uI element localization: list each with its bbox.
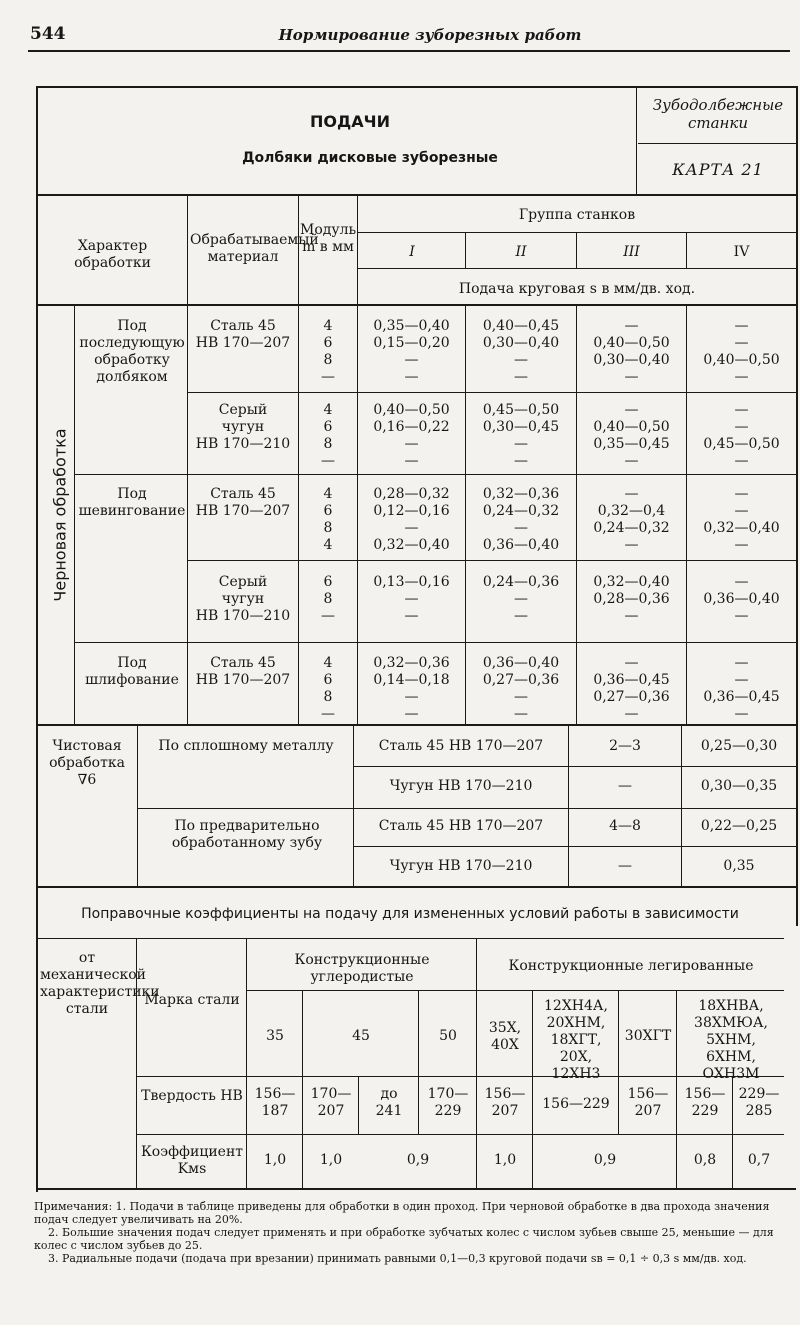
finish-label: Чистовая обработка ∇6 <box>49 738 125 788</box>
coef-title: Поправочные коэффициенты на подачу для измененных условий работы в зависимости <box>81 906 739 922</box>
card-subtitle: Долбяки дисковые зуборезные <box>242 150 498 166</box>
finish-material: Чугун HB 170—210 <box>389 858 533 874</box>
feed-cell: 0,28—0,32 0,12—0,16 — 0,32—0,40 <box>373 486 450 553</box>
header-rule <box>28 50 790 52</box>
rough-module: 4 6 8 — <box>321 318 335 385</box>
finish-module: — <box>618 858 632 874</box>
grade-cell: 35 <box>266 1028 284 1044</box>
feed-cell: 0,32—0,40 0,28—0,36 — <box>593 574 670 624</box>
finish-module: — <box>618 778 632 794</box>
rough-module: 6 8 — <box>321 574 335 624</box>
card-number: КАРТА 21 <box>672 160 764 179</box>
rough-label: Черновая обработка <box>50 428 70 602</box>
coef-k-label: Коэффициент Kмs <box>140 1144 244 1177</box>
k-cell: 1,0 <box>319 1152 343 1168</box>
feed-cell: 0,32—0,36 0,24—0,32 — 0,36—0,40 <box>482 486 560 553</box>
running-head: Нормирование зуборезных работ <box>278 26 582 44</box>
note-2: 2. Большие значения подач следует применять и при обработке зубчатых колес с числом зубьев свыше 25, меньшие — для колес с числом зубьев до 25. <box>34 1226 774 1252</box>
hardness-cell: до 241 <box>375 1086 403 1119</box>
grade-cell: 35Х, 40Х <box>488 1020 522 1053</box>
k-cell: 0,9 <box>406 1152 430 1168</box>
finish-sub-pre-cut: По предварительно обработанному зубу <box>171 818 323 851</box>
machines-label: Зубодолбежные станки <box>652 96 784 132</box>
feed-cell: — — 0,40—0,50 — <box>703 318 780 385</box>
finish-material: Сталь 45 HB 170—207 <box>378 818 544 834</box>
feed-cell: — 0,36—0,45 0,27—0,36 — <box>593 655 670 722</box>
feed-cell: 0,32—0,36 0,14—0,18 — — <box>373 655 450 722</box>
finish-feed: 0,22—0,25 <box>700 818 778 834</box>
feed-cell: — 0,36—0,40 — <box>703 574 780 624</box>
rough-material: Серый чугун HB 170—210 <box>195 574 291 624</box>
feed-cell: 0,36—0,40 0,27—0,36 — — <box>482 655 560 722</box>
coef-side-label: от механической характеристики стали <box>40 950 160 1017</box>
hardness-cell: 156— 207 <box>627 1086 669 1119</box>
finish-sub-solid: По сплошному металлу <box>158 738 334 754</box>
hardness-cell: 156— 207 <box>484 1086 526 1119</box>
group-iii: III <box>623 244 640 260</box>
feed-cell: — 0,32—0,4 0,24—0,32 — <box>593 486 670 553</box>
note-3: 3. Радиальные подачи (подача при врезании) принимать равными 0,1—0,3 круговой подачи sв = 0,1 ÷ 0,3 s мм/дв. ход. <box>48 1252 747 1265</box>
feed-cell: 0,13—0,16 — — <box>373 574 450 624</box>
feed-cell: 0,40—0,50 0,16—0,22 — — <box>373 402 450 469</box>
rough-sub-shaving: Под шевингование <box>78 486 186 519</box>
finish-feed: 0,35 <box>723 858 755 874</box>
header-group: Группа станков <box>518 207 636 223</box>
feed-cell: — — 0,36—0,45 — <box>703 655 780 722</box>
feed-cell: — — 0,32—0,40 — <box>703 486 780 553</box>
rough-sub-grinding: Под шлифование <box>85 655 179 688</box>
grade-cell: 30ХГТ <box>624 1028 672 1044</box>
k-cell: 0,8 <box>693 1152 717 1168</box>
k-cell: 0,9 <box>593 1152 617 1168</box>
finish-module: 2—3 <box>609 738 641 754</box>
grade-cell: 18ХНВА, 38ХМЮА, 5ХНМ, 6ХНМ, ОХН3М <box>694 998 768 1082</box>
hardness-cell: 156— 229 <box>684 1086 726 1119</box>
grade-cell: 45 <box>352 1028 370 1044</box>
coef-alloy: Конструкционные легированные <box>508 958 754 974</box>
finish-module: 4—8 <box>609 818 641 834</box>
header-feed: Подача круговая s в мм/дв. ход. <box>458 281 696 297</box>
feed-cell: — 0,40—0,50 0,35—0,45 — <box>593 402 670 469</box>
card-title: ПОДАЧИ <box>310 112 390 131</box>
hardness-cell: 170— 207 <box>310 1086 352 1119</box>
header-module: Модуль m в мм <box>300 222 357 255</box>
feed-cell: 0,24—0,36 — — <box>482 574 560 624</box>
feed-cell: 0,35—0,40 0,15—0,20 — — <box>373 318 450 385</box>
k-cell: 0,7 <box>747 1152 771 1168</box>
feed-cell: — 0,40—0,50 0,30—0,40 — <box>593 318 670 385</box>
page-number: 544 <box>30 24 66 44</box>
header-material: Обрабатываемый материал <box>190 232 319 265</box>
rough-module: 4 6 8 4 <box>323 486 333 553</box>
header-character: Характер обработки <box>74 238 151 271</box>
hardness-cell: 156— 187 <box>254 1086 296 1119</box>
hardness-cell: 229— 285 <box>738 1086 780 1119</box>
hardness-cell: 156—229 <box>542 1096 610 1112</box>
grade-cell: 50 <box>439 1028 457 1044</box>
hardness-cell: 170— 229 <box>427 1086 469 1119</box>
rough-material: Сталь 45 HB 170—207 <box>195 486 291 519</box>
rough-module: 4 6 8 — <box>321 402 335 469</box>
note-1: Примечания: 1. Подачи в таблице приведены для обработки в один проход. При черновой обработке в два прохода значения подач следует увеличивать на 20%. <box>34 1200 770 1226</box>
rough-material: Сталь 45 HB 170—207 <box>195 655 291 688</box>
finish-feed: 0,25—0,30 <box>700 738 778 754</box>
coef-grade-label: Марка стали <box>144 992 240 1008</box>
rough-material: Сталь 45 HB 170—207 <box>195 318 291 351</box>
feed-cell: 0,40—0,45 0,30—0,40 — — <box>482 318 560 385</box>
k-cell: 1,0 <box>493 1152 517 1168</box>
coef-carbon: Конструкционные углеродистые <box>294 952 430 985</box>
rough-module: 4 6 8 — <box>321 655 335 722</box>
feed-cell: 0,45—0,50 0,30—0,45 — — <box>482 402 560 469</box>
rough-sub-finish-shaping: Под последующую обработку долбяком <box>79 318 185 385</box>
hardness-label: Твердость HB <box>141 1088 243 1104</box>
notes <box>34 1200 782 1265</box>
grade-cell: 12ХН4А, 20ХНМ, 18ХГТ, 20Х, 12ХН3 <box>544 998 608 1082</box>
rough-material: Серый чугун HB 170—210 <box>195 402 291 452</box>
group-iv: IV <box>733 244 750 260</box>
finish-material: Сталь 45 HB 170—207 <box>378 738 544 754</box>
feed-cell: — — 0,45—0,50 — <box>703 402 780 469</box>
finish-material: Чугун HB 170—210 <box>389 778 533 794</box>
finish-feed: 0,30—0,35 <box>700 778 778 794</box>
group-ii: II <box>515 244 527 260</box>
group-i: I <box>409 244 415 260</box>
k-cell: 1,0 <box>263 1152 287 1168</box>
